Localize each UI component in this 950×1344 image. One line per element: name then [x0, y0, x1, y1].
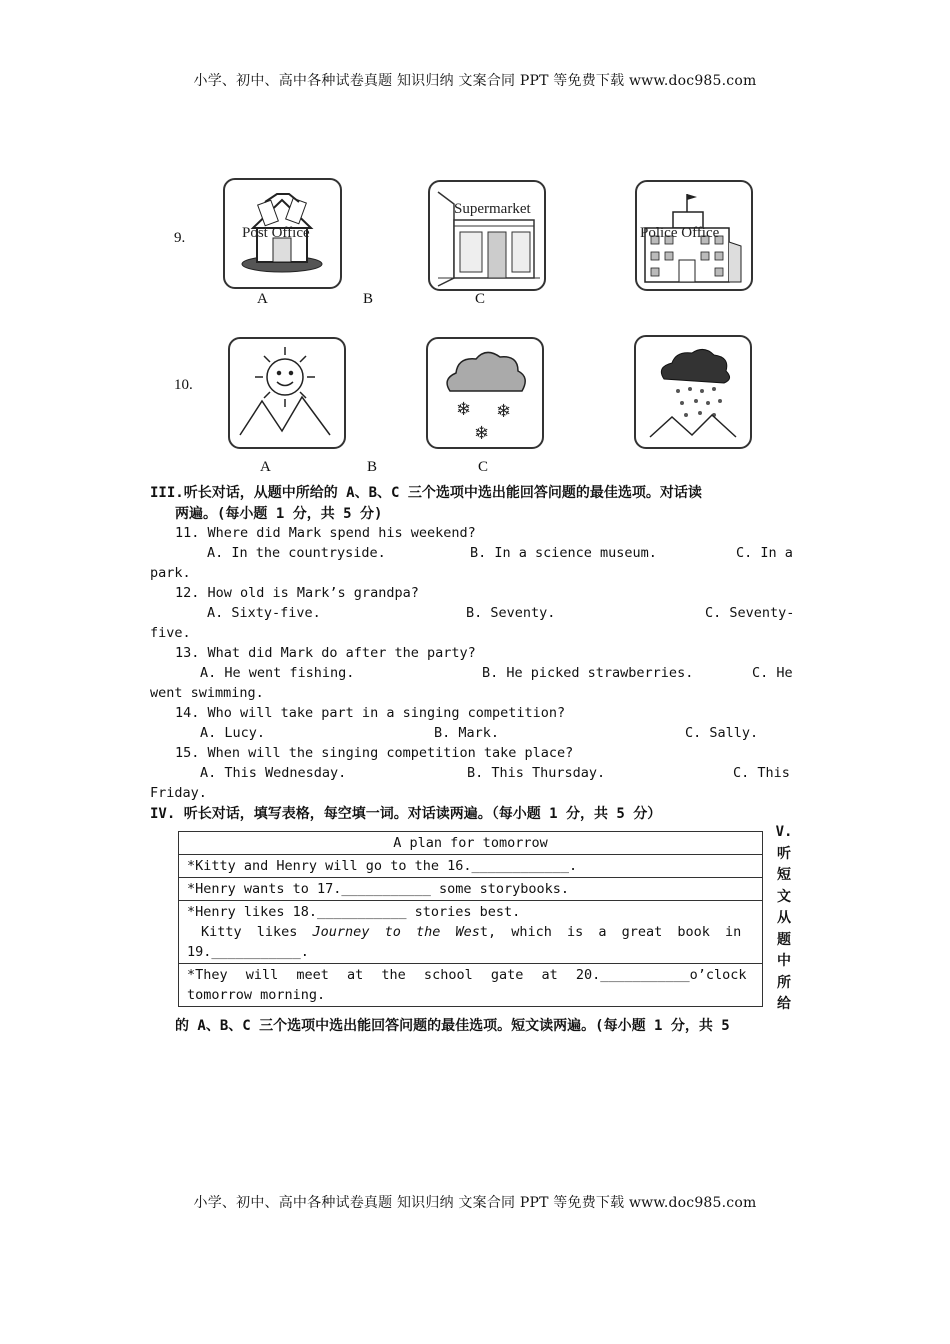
vchar: 文	[777, 888, 791, 905]
table-row	[179, 901, 763, 964]
q14-option-a: A. Lucy.	[200, 725, 266, 741]
table-row-19-post: t, which is a great book in	[479, 924, 742, 940]
svg-text:❄: ❄	[496, 401, 512, 422]
q10-option-a: A	[260, 459, 271, 475]
table-row-19-line	[187, 922, 754, 942]
table-row-20: *They will meet at the school gate at 20.___________o’clock	[187, 967, 747, 983]
book-title: Journey to the Wes	[312, 924, 480, 940]
question-11: 11. Where did Mark spend his weekend?	[175, 525, 476, 541]
rain-cloud-icon	[636, 337, 750, 447]
table-row-16: *Kitty and Henry will go to the 16.____________.	[179, 855, 763, 878]
section-3-title-line2: 两遍。(每小题 1 分，共 5 分)	[175, 506, 383, 522]
vchar: 题	[777, 931, 791, 948]
section-4-title: IV. 听长对话，填写表格，每空填一词。对话读两遍。（每小题 1 分，共 5 分）	[150, 806, 662, 822]
vchar: 给	[777, 996, 791, 1012]
page-footer: 小学、初中、高中各种试卷真题 知识归纳 文案合同 PPT 等免费下载 www.doc985.com	[193, 1195, 757, 1211]
table-title: A plan for tomorrow	[179, 832, 763, 855]
q15-option-c: C. This	[733, 765, 790, 781]
vchar: V.	[775, 824, 793, 840]
police-office-label: Police Office	[640, 225, 720, 241]
question-15: 15. When will the singing competition take place?	[175, 745, 574, 761]
question-9-number: 9.	[174, 230, 186, 246]
q11-option-b: B. In a science museum.	[470, 545, 657, 561]
q15-option-c-wrap: Friday.	[150, 785, 207, 801]
section-3-title: III.听长对话，从题中所给的 A、B、C 三个选项中选出能回答问题的最佳选项。对话读	[150, 485, 702, 501]
q9-option-a: A	[257, 291, 268, 307]
q11-option-a: A. In the countryside.	[207, 545, 386, 561]
table-row-19-pre: Kitty likes	[201, 924, 313, 940]
section-5-title-continuation: 的 A、B、C 三个选项中选出能回答问题的最佳选项。短文读两遍。(每小题 1 分，共 5	[175, 1018, 730, 1034]
table-row-18: *Henry likes 18.___________ stories best.	[187, 904, 521, 920]
page-header: 小学、初中、高中各种试卷真题 知识归纳 文案合同 PPT 等免费下载 www.doc985.com	[193, 73, 757, 89]
snow-cloud-icon	[428, 339, 542, 447]
question-12: 12. How old is Mark’s grandpa?	[175, 585, 419, 601]
section-5-vertical-title	[774, 822, 794, 1016]
vchar: 中	[777, 953, 791, 969]
table-row-19: 19.___________.	[187, 944, 309, 960]
plan-table	[178, 831, 763, 1007]
q11-option-c: C. In a	[736, 545, 793, 561]
supermarket-icon	[430, 182, 544, 289]
question-10-number: 10.	[174, 377, 193, 393]
q14-option-b: B. Mark.	[434, 725, 500, 741]
sun-icon	[230, 339, 344, 447]
vchar: 所	[777, 974, 791, 991]
supermarket-label: Supermarket	[454, 201, 531, 217]
q13-option-c: C. He	[752, 665, 793, 681]
q9-option-b: B	[363, 291, 374, 307]
rainy-card	[634, 335, 752, 449]
q10-option-c: C	[478, 459, 489, 475]
q15-option-a: A. This Wednesday.	[200, 765, 347, 781]
table-cell-18-19	[179, 901, 763, 964]
q13-option-a: A. He went fishing.	[200, 665, 355, 681]
table-row-20-wrap: tomorrow morning.	[187, 987, 326, 1003]
table-row	[179, 832, 763, 855]
q11-option-c-wrap: park.	[150, 565, 191, 581]
question-14: 14. Who will take part in a singing competition?	[175, 705, 566, 721]
q12-option-b: B. Seventy.	[466, 605, 556, 621]
q9-option-c: C	[475, 291, 486, 307]
q13-option-c-wrap: went swimming.	[150, 685, 264, 701]
table-row-17: *Henry wants to 17.___________ some storybooks.	[179, 878, 763, 901]
table-row	[179, 964, 763, 1007]
q15-option-b: B. This Thursday.	[467, 765, 606, 781]
sunny-card	[228, 337, 346, 449]
vchar: 短	[777, 867, 791, 883]
q13-option-b: B. He picked strawberries.	[482, 665, 694, 681]
q10-option-b: B	[367, 459, 378, 475]
police-office-card	[635, 180, 753, 291]
supermarket-card	[428, 180, 546, 291]
table-row	[179, 855, 763, 878]
post-office-card	[223, 178, 342, 289]
svg-text:❄: ❄	[474, 423, 490, 444]
q12-option-a: A. Sixty-five.	[207, 605, 321, 621]
table-cell-20	[179, 964, 763, 1007]
post-office-label: Post Office	[242, 225, 310, 241]
question-13: 13. What did Mark do after the party?	[175, 645, 476, 661]
q14-option-c: C. Sally.	[685, 725, 759, 741]
q12-option-c: C. Seventy-	[705, 605, 795, 621]
vchar: 听	[777, 845, 791, 862]
q12-option-c-wrap: five.	[150, 625, 191, 641]
table-row	[179, 878, 763, 901]
svg-text:❄: ❄	[456, 399, 472, 420]
snowy-card	[426, 337, 544, 449]
vchar: 从	[777, 910, 791, 926]
